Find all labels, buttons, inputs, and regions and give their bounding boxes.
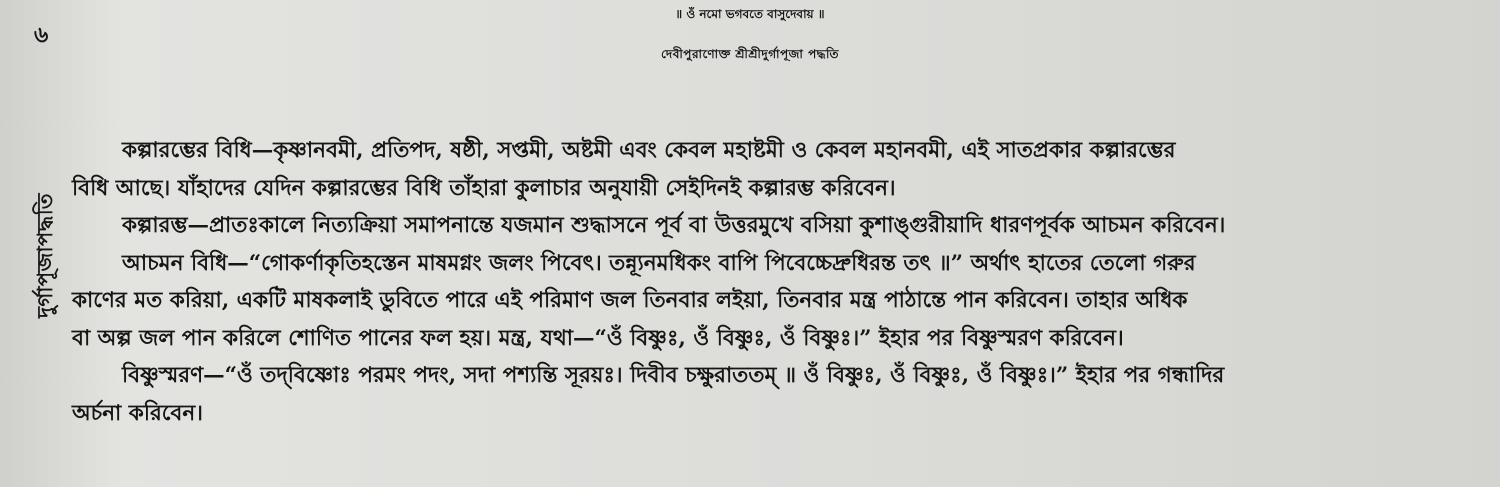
- paragraph-achaman-vidhi-line-2: কাণের মত করিয়া, একটি মাষকলাই ডুবিতে পারে এই পরিমাণ জল তিনবার লইয়া, তিনবার মন্ত্র পাঠান্তে পান করিবেন। তাহার অধিক: [72, 288, 1188, 313]
- paragraph-vishnusmaran-line-2: অর্চনা করিবেন।: [72, 400, 203, 426]
- running-head: [22, 160, 70, 350]
- paragraph-achaman-vidhi-line-3: বা অল্প জল পান করিলে শোণিত পানের ফল হয়। মন্ত্র, যথা—“ওঁ বিষ্ণুঃ, ওঁ বিষ্ণুঃ, ওঁ বিষ্ণুঃ।” ইহার পর বিষ্ণুস্মরণ করিবেন।: [72, 325, 1124, 351]
- running-head-text: দুর্গাপূজাপদ্ধতি: [31, 192, 57, 318]
- paragraph-kalparambha-vidhi-line-1: কল্পারম্ভের বিধি—কৃষ্ণানবমী, প্রতিপদ, ষষ্ঠী, সপ্তমী, অষ্টমী এবং কেবল মহাষ্টমী ও কেবল মহানবমী, এই সাতপ্রকার কল্পারম্ভের: [122, 138, 1176, 163]
- paragraph-vishnusmaran-line-1: বিষ্ণুস্মরণ—“ওঁ তদ্‌বিষ্ণোঃ পরমং পদং, সদা পশ্যন্তি সূরয়ঃ। দিবীব চক্ষুরাততম্ ॥ ওঁ বিষ্ণুঃ, ওঁ বিষ্ণুঃ, ওঁ বিষ্ণুঃ।” ইহার পর গন্ধাদির: [122, 363, 1225, 388]
- body-text: [72, 132, 1490, 432]
- paragraph-kalparambha: কল্পারম্ভ—প্রাতঃকালে নিত্যক্রিয়া সমাপনান্তে যজমান শুদ্ধাসনে পূর্ব বা উত্তরমুখে বসিয়া কুশাঙ্গুরীয়াদি ধারণপূর্বক আচমন করিবেন।: [122, 213, 1226, 238]
- paragraph-kalparambha-vidhi-line-2: বিধি আছে। যাঁহাদের যেদিন কল্পারম্ভের বিধি তাঁহারা কুলাচার অনুযায়ী সেইদিনই কল্পারম্ভ করিবেন।: [72, 175, 896, 201]
- invocation-line: ॥ ওঁ নমো ভগবতে বাসুদেবায় ॥: [675, 7, 825, 21]
- page-title: দেবীপুরাণোক্ত শ্রীশ্রীদুর্গাপূজা পদ্ধতি: [661, 47, 839, 61]
- page-number: ৬: [34, 22, 49, 48]
- paragraph-achaman-vidhi-line-1: আচমন বিধি—“গোকর্ণাকৃতিহস্তেন মাষমগ্নং জলং পিবেৎ। তন্ন্যূনমধিকং বাপি পিবেচ্চেদ্রুধিরন্ত তৎ ॥” অর্থাৎ হাতের তেলো গরুর: [122, 250, 1196, 276]
